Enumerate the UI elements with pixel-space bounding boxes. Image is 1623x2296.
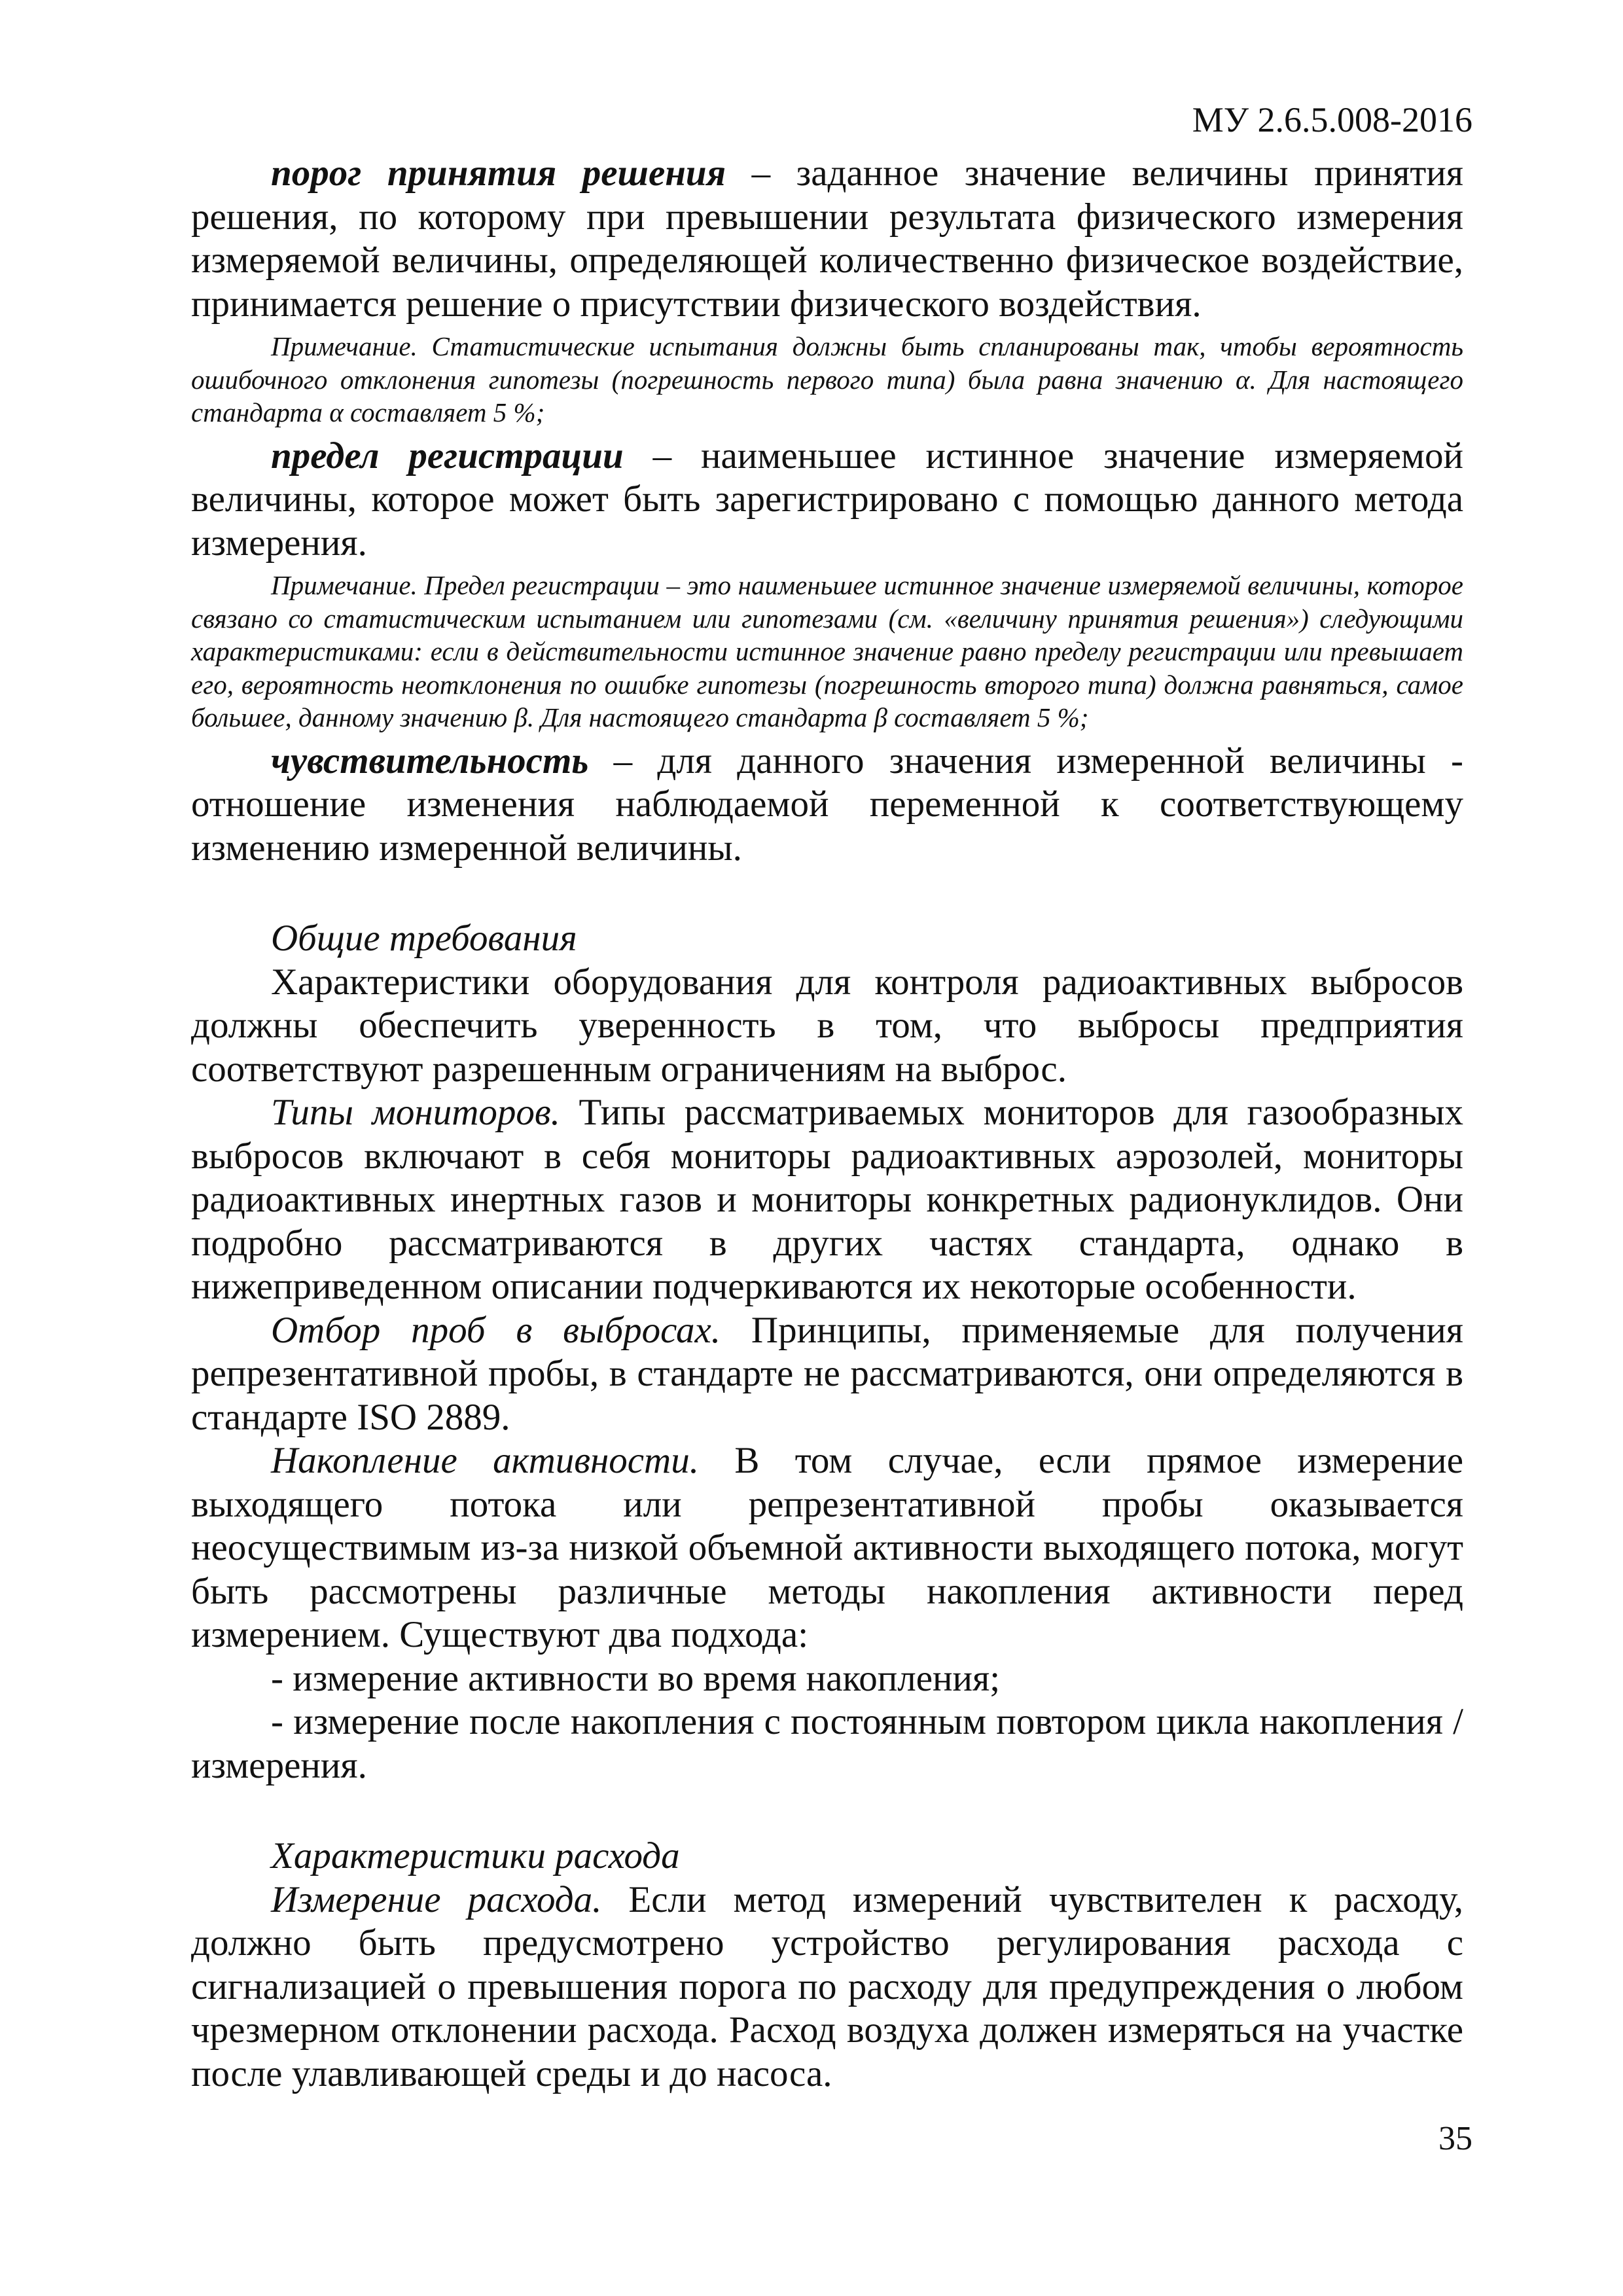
accumulation-paragraph: [191, 1439, 1463, 1657]
paragraph-text: Принципы, применяемые для получения репрезентативной пробы, в стандарте не рассматриваются, они определяются в стандарте ISO 2889.: [191, 1309, 1463, 1438]
paragraph-lead-in: Типы мониторов.: [271, 1092, 560, 1133]
page-number: 35: [1438, 2120, 1472, 2157]
paragraph-lead-in: Отбор проб в выбросах.: [271, 1309, 721, 1351]
definition-note: Примечание. Предел регистрации – это наименьшее истинное значение измеряемой величины, которое связано со статистическим испытанием или гипотезами (см. «величину принятия решения») следующими характеристиками: если в действительности истинное значение равно пределу регистрации или превышает его, вероятность неотклонения по ошибке гипотезы (погрешность второго типа) должна равняться, самое большее, данному значению β. Для настоящего стандарта β составляет 5 %;: [191, 570, 1463, 732]
paragraph-lead-in: Накопление активности.: [271, 1440, 699, 1481]
definition-text: – наименьшее истинное значение измеряемой величины, которое может быть зарегистрировано с помощью данного метода измерения.: [191, 435, 1463, 564]
definition-note: Примечание. Статистические испытания должны быть спланированы так, чтобы вероятность ошибочного отклонения гипотезы (погрешность первого типа) была равна значению α. Для настоящего стандарта α составляет 5 %;: [191, 331, 1463, 427]
definition-decision-threshold: [191, 152, 1463, 326]
paragraph-text: Типы рассматриваемых мониторов для газообразных выбросов включают в себя мониторы радиоактивных аэрозолей, мониторы радиоактивных инертных газов и мониторы конкретных радионуклидов. Они подробно рассматриваются в других частях стандарта, однако в нижеприведенном описании подчеркиваются их некоторые особенности.: [191, 1092, 1464, 1307]
section-gap: [191, 1787, 1463, 1835]
paragraph-text: В том случае, если прямое измерение выходящего потока или репрезентативной пробы оказывается неосуществимым из-за низкой объемной активности выходящего потока, могут быть рассмотрены различные методы накопления активности перед измерением. Существуют два подхода:: [191, 1440, 1463, 1655]
section-title-flow: Характеристики расхода: [271, 1835, 680, 1876]
paragraph-text: Если метод измерений чувствителен к расходу, должно быть предусмотрено устройство регулирования расхода с сигнализацией о превышения порога по расходу для предупреждения о любом чрезмерном отклонении расхода. Расход воздуха должен измеряться на участке после улавливающей среды и до насоса.: [191, 1878, 1464, 2094]
sampling-paragraph: [191, 1309, 1463, 1440]
flow-measurement-paragraph: [191, 1878, 1463, 2096]
approach-item: - измерение активности во время накопления;: [271, 1657, 1001, 1699]
definition-term: порог принятия решения: [271, 152, 726, 194]
definition-term: предел регистрации: [271, 435, 624, 476]
definition-detection-limit: [191, 435, 1463, 565]
section-gap: [191, 870, 1463, 917]
page-body: [191, 152, 1463, 2096]
document-code: МУ 2.6.5.008-2016: [1192, 100, 1472, 139]
monitor-types-paragraph: [191, 1091, 1463, 1309]
definition-sensitivity: [191, 740, 1463, 870]
definition-text: – для данного значения измеренной величины - отношение изменения наблюдаемой переменной к соответствующему изменению измеренной величины.: [191, 740, 1463, 869]
section-title-general: Общие требования: [271, 918, 577, 959]
approach-item: - измерение после накопления с постоянным повтором цикла накопления /измерения.: [191, 1701, 1463, 1786]
definition-term: чувствительность: [271, 740, 589, 781]
definition-text: – заданное значение величины принятия решения, по которому при превышении результата физического измерения измеряемой величины, определяющей количественно физическое воздействие, принимается решение о присутствии физического воздействия.: [191, 152, 1464, 325]
paragraph-lead-in: Измерение расхода.: [271, 1878, 602, 1920]
general-intro-paragraph: Характеристики оборудования для контроля радиоактивных выбросов должны обеспечить уверенность в том, что выбросы предприятия соответствуют разрешенным ограничениям на выброс.: [191, 961, 1463, 1090]
